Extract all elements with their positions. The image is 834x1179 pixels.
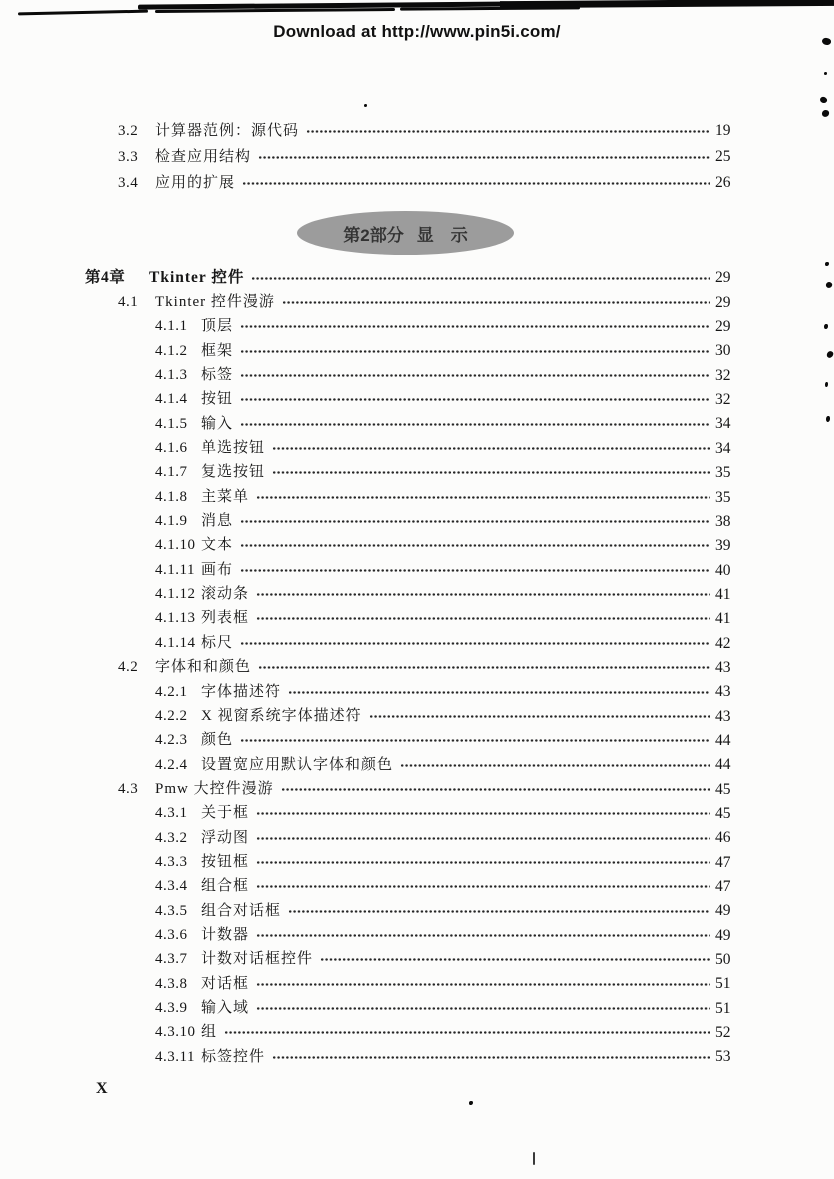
toc-entry-page: 30 — [715, 342, 731, 360]
toc-entry-page: 34 — [715, 415, 731, 433]
toc-entry — [85, 485, 740, 509]
toc-entry-number: 4.1.6 — [155, 440, 188, 457]
toc-entry — [85, 777, 740, 801]
toc-entry — [85, 582, 740, 606]
toc-entry-title: Tkinter 控件 — [149, 269, 245, 287]
toc-entry-number: 4.1.12 — [155, 586, 196, 603]
toc-entry — [85, 753, 740, 777]
toc-entry-title: 输入 — [201, 415, 234, 432]
toc-entry-page: 35 — [715, 488, 731, 506]
dot-leader — [272, 1053, 710, 1062]
scan-artifact-speck — [824, 324, 828, 329]
dot-leader — [256, 882, 710, 891]
toc-entry-title: 组 — [201, 1024, 218, 1041]
dot-leader — [240, 420, 710, 429]
dot-leader — [256, 980, 710, 989]
toc-entry-page: 46 — [715, 829, 731, 847]
dot-leader — [242, 179, 710, 188]
toc-entry-page: 45 — [715, 804, 731, 822]
toc-entry-number: 4.3.7 — [155, 951, 188, 968]
toc-entry-number: 3.4 — [118, 174, 139, 191]
toc-entry-page: 47 — [715, 878, 731, 896]
toc-entry-number: 4.1.4 — [155, 391, 188, 408]
toc-entry-number: 4.3.2 — [155, 829, 188, 846]
toc-entry — [85, 339, 740, 363]
toc-entry-number: 4.1.9 — [155, 513, 188, 530]
dot-leader — [251, 274, 710, 283]
toc-entry-number: 4.3.11 — [155, 1048, 195, 1065]
toc-entry — [85, 826, 740, 850]
dot-leader — [256, 493, 710, 502]
toc-entry-page: 51 — [715, 999, 731, 1017]
toc-entry — [85, 875, 740, 899]
toc-entry — [85, 558, 740, 582]
toc-entry-title: 标签控件 — [201, 1048, 266, 1065]
toc-entry-number: 第4章 — [85, 269, 126, 287]
scan-artifact-tick — [533, 1152, 535, 1165]
toc-entry-page: 42 — [715, 634, 731, 652]
toc-entry — [85, 266, 740, 290]
toc-entry-page: 43 — [715, 683, 731, 701]
toc-entry-page: 50 — [715, 951, 731, 969]
toc-entry — [85, 363, 740, 387]
toc-entry-page: 38 — [715, 512, 731, 530]
dot-leader — [256, 858, 710, 867]
dot-leader — [224, 1028, 710, 1037]
toc-entry — [85, 996, 740, 1020]
toc-entry-title: 列表框 — [201, 610, 250, 627]
dot-leader — [256, 614, 710, 623]
toc-entry — [85, 534, 740, 558]
toc-entry-number: 4.3.3 — [155, 853, 188, 870]
toc-entry-title: 组合框 — [201, 878, 250, 895]
toc-entry-title: X 视窗系统字体描述符 — [201, 707, 362, 724]
dot-leader — [272, 468, 710, 477]
toc-entry-number: 4.3 — [118, 780, 139, 797]
dot-leader — [281, 785, 710, 794]
toc-entry-number: 4.1.2 — [155, 342, 188, 359]
toc-entry-number: 4.3.5 — [155, 902, 188, 919]
toc-entry — [85, 118, 740, 144]
scan-artifact-speck — [826, 416, 830, 422]
page-number: X — [96, 1080, 109, 1097]
toc-entry-page: 49 — [715, 902, 731, 920]
toc-entry — [85, 388, 740, 412]
dot-leader — [240, 541, 710, 550]
toc-entry-number: 4.2.2 — [155, 707, 188, 724]
toc-entry-title: Pmw 大控件漫游 — [155, 780, 274, 797]
toc-chapter3-entries — [85, 118, 740, 196]
toc-entry-number: 4.3.1 — [155, 805, 188, 822]
toc-entry-title: 标尺 — [201, 634, 234, 651]
toc-entry-number: 4.1.1 — [155, 318, 188, 335]
dot-leader — [240, 566, 710, 575]
toc-entry-number: 4.1.8 — [155, 488, 188, 505]
toc-entry-page: 32 — [715, 366, 731, 384]
toc-entry-title: 滚动条 — [201, 586, 250, 603]
scan-artifact-speck — [825, 262, 829, 266]
toc-entry-number: 4.2.1 — [155, 683, 188, 700]
toc-entry — [85, 850, 740, 874]
toc-entry-page: 26 — [715, 174, 731, 192]
scan-artifact-speck — [364, 104, 367, 107]
scan-artifact-speck — [825, 382, 828, 387]
toc-entry-number: 4.2 — [118, 659, 139, 676]
download-watermark: Download at http://www.pin5i.com/ — [273, 22, 561, 41]
toc-entry-number: 4.3.8 — [155, 975, 188, 992]
toc-entry-number: 4.1 — [118, 294, 139, 311]
dot-leader — [258, 153, 710, 162]
scan-artifact-speck — [825, 281, 833, 289]
toc-entry-page: 43 — [715, 707, 731, 725]
scan-artifact-speck — [826, 350, 834, 359]
toc-entry-number: 4.1.5 — [155, 415, 188, 432]
dot-leader — [400, 761, 710, 770]
toc-entry — [85, 631, 740, 655]
toc-entry-number: 4.3.4 — [155, 878, 188, 895]
scan-artifact-speck — [819, 96, 828, 105]
toc-entry-title: 字体和和颜色 — [155, 659, 252, 676]
toc-entry-title: 浮动图 — [201, 829, 250, 846]
toc-entry-title: 对话框 — [201, 975, 250, 992]
toc-entry — [85, 729, 740, 753]
toc-entry-title: 计数器 — [201, 926, 250, 943]
dot-leader — [240, 517, 710, 526]
dot-leader — [256, 1004, 710, 1013]
toc-entry-title: 顶层 — [201, 318, 234, 335]
scan-artifact-top-line — [18, 10, 148, 16]
dot-leader — [288, 688, 710, 697]
dot-leader — [272, 444, 710, 453]
scan-artifact-speck — [469, 1101, 473, 1105]
toc-entry-number: 4.1.11 — [155, 561, 195, 578]
toc-entry-page: 40 — [715, 561, 731, 579]
part-badge-label: 第2部分 — [343, 225, 404, 245]
dot-leader — [306, 127, 710, 136]
dot-leader — [256, 931, 710, 940]
toc-entry-page: 39 — [715, 537, 731, 555]
dot-leader — [256, 590, 710, 599]
toc-entry-page: 19 — [715, 122, 731, 140]
toc-entry-title: 字体描述符 — [201, 683, 282, 700]
dot-leader — [320, 955, 710, 964]
toc-entry-title: Tkinter 控件漫游 — [155, 294, 275, 311]
dot-leader — [288, 907, 710, 916]
dot-leader — [240, 347, 710, 356]
toc-entry-page: 29 — [715, 318, 731, 336]
toc-entry-title: 按钮框 — [201, 853, 250, 870]
toc-entry-title: 消息 — [201, 513, 234, 530]
dot-leader — [240, 371, 710, 380]
toc-entry-title: 框架 — [201, 342, 234, 359]
toc-entry — [85, 436, 740, 460]
toc-entry-page: 51 — [715, 975, 731, 993]
toc-entry-page: 52 — [715, 1024, 731, 1042]
toc-entry-page: 32 — [715, 391, 731, 409]
dot-leader — [282, 298, 710, 307]
toc-entry-page: 49 — [715, 926, 731, 944]
toc-entry-number: 4.1.10 — [155, 537, 196, 554]
toc-entry-title: 应用的扩展 — [155, 174, 236, 191]
toc-chapter4-entries — [85, 266, 740, 1069]
toc-entry-page: 47 — [715, 853, 731, 871]
dot-leader — [256, 809, 710, 818]
toc-entry-page: 35 — [715, 464, 731, 482]
toc-entry — [85, 680, 740, 704]
toc-entry-number: 4.1.14 — [155, 634, 196, 651]
toc-entry-page: 45 — [715, 780, 731, 798]
dot-leader — [240, 639, 710, 648]
toc-entry-page: 34 — [715, 439, 731, 457]
toc-entry-page: 43 — [715, 658, 731, 676]
toc-entry-number: 4.3.10 — [155, 1024, 196, 1041]
toc-entry-title: 关于框 — [201, 805, 250, 822]
toc-entry — [85, 704, 740, 728]
toc-entry-title: 检查应用结构 — [155, 148, 252, 165]
toc-entry-number: 4.1.13 — [155, 610, 196, 627]
toc-entry — [85, 948, 740, 972]
toc-entry-title: 组合对话框 — [201, 902, 282, 919]
toc-entry — [85, 509, 740, 533]
toc-entry-page: 41 — [715, 610, 731, 628]
toc-entry-page: 29 — [715, 269, 731, 287]
toc-entry-title: 画布 — [201, 561, 234, 578]
dot-leader — [256, 834, 710, 843]
toc-entry-title: 计数对话框控件 — [201, 951, 314, 968]
dot-leader — [369, 712, 710, 721]
toc-entry — [85, 290, 740, 314]
toc-entry — [85, 315, 740, 339]
toc-entry-number: 4.1.3 — [155, 367, 188, 384]
toc-entry — [85, 170, 740, 196]
toc-entry — [85, 923, 740, 947]
toc-entry-number: 4.2.4 — [155, 756, 188, 773]
toc-entry-title: 标签 — [201, 367, 234, 384]
dot-leader — [240, 736, 710, 745]
toc-entry-number: 3.3 — [118, 148, 139, 165]
toc-entry — [85, 1045, 740, 1069]
toc-entry-title: 按钮 — [201, 391, 234, 408]
toc-entry-title: 设置宽应用默认字体和颜色 — [201, 756, 394, 773]
toc-entry — [85, 899, 740, 923]
scan-artifact-top-line — [400, 6, 580, 10]
toc-entry — [85, 802, 740, 826]
toc-entry-page: 25 — [715, 148, 731, 166]
toc-entry — [85, 656, 740, 680]
dot-leader — [240, 322, 710, 331]
toc-entry — [85, 144, 740, 170]
dot-leader — [240, 395, 710, 404]
part-badge-title: 显 示 — [416, 225, 468, 245]
toc-entry-number: 3.2 — [118, 122, 139, 139]
toc-entry — [85, 1021, 740, 1045]
toc-entry — [85, 461, 740, 485]
toc-entry-title: 计算器范例：源代码 — [155, 122, 300, 139]
toc-entry-number: 4.1.7 — [155, 464, 188, 481]
toc-entry-title: 单选按钮 — [201, 440, 266, 457]
toc-entry-number: 4.2.3 — [155, 732, 188, 749]
toc-entry-title: 主菜单 — [201, 488, 250, 505]
scan-artifact-speck — [821, 109, 830, 118]
scan-artifact-speck — [824, 72, 827, 75]
toc-entry-page: 41 — [715, 585, 731, 603]
toc-entry-title: 文本 — [201, 537, 234, 554]
toc-entry-page: 44 — [715, 731, 731, 749]
part-divider-badge — [297, 211, 514, 255]
toc-entry — [85, 607, 740, 631]
toc-entry-page: 44 — [715, 756, 731, 774]
toc-entry — [85, 972, 740, 996]
dot-leader — [258, 663, 710, 672]
toc-entry-page: 29 — [715, 293, 731, 311]
toc-entry-title: 输入域 — [201, 999, 250, 1016]
toc-entry-number: 4.3.9 — [155, 999, 188, 1016]
toc-entry-title: 颜色 — [201, 732, 234, 749]
toc-entry-number: 4.3.6 — [155, 926, 188, 943]
toc-entry-page: 53 — [715, 1048, 731, 1066]
toc-entry — [85, 412, 740, 436]
toc-entry-title: 复选按钮 — [201, 464, 266, 481]
